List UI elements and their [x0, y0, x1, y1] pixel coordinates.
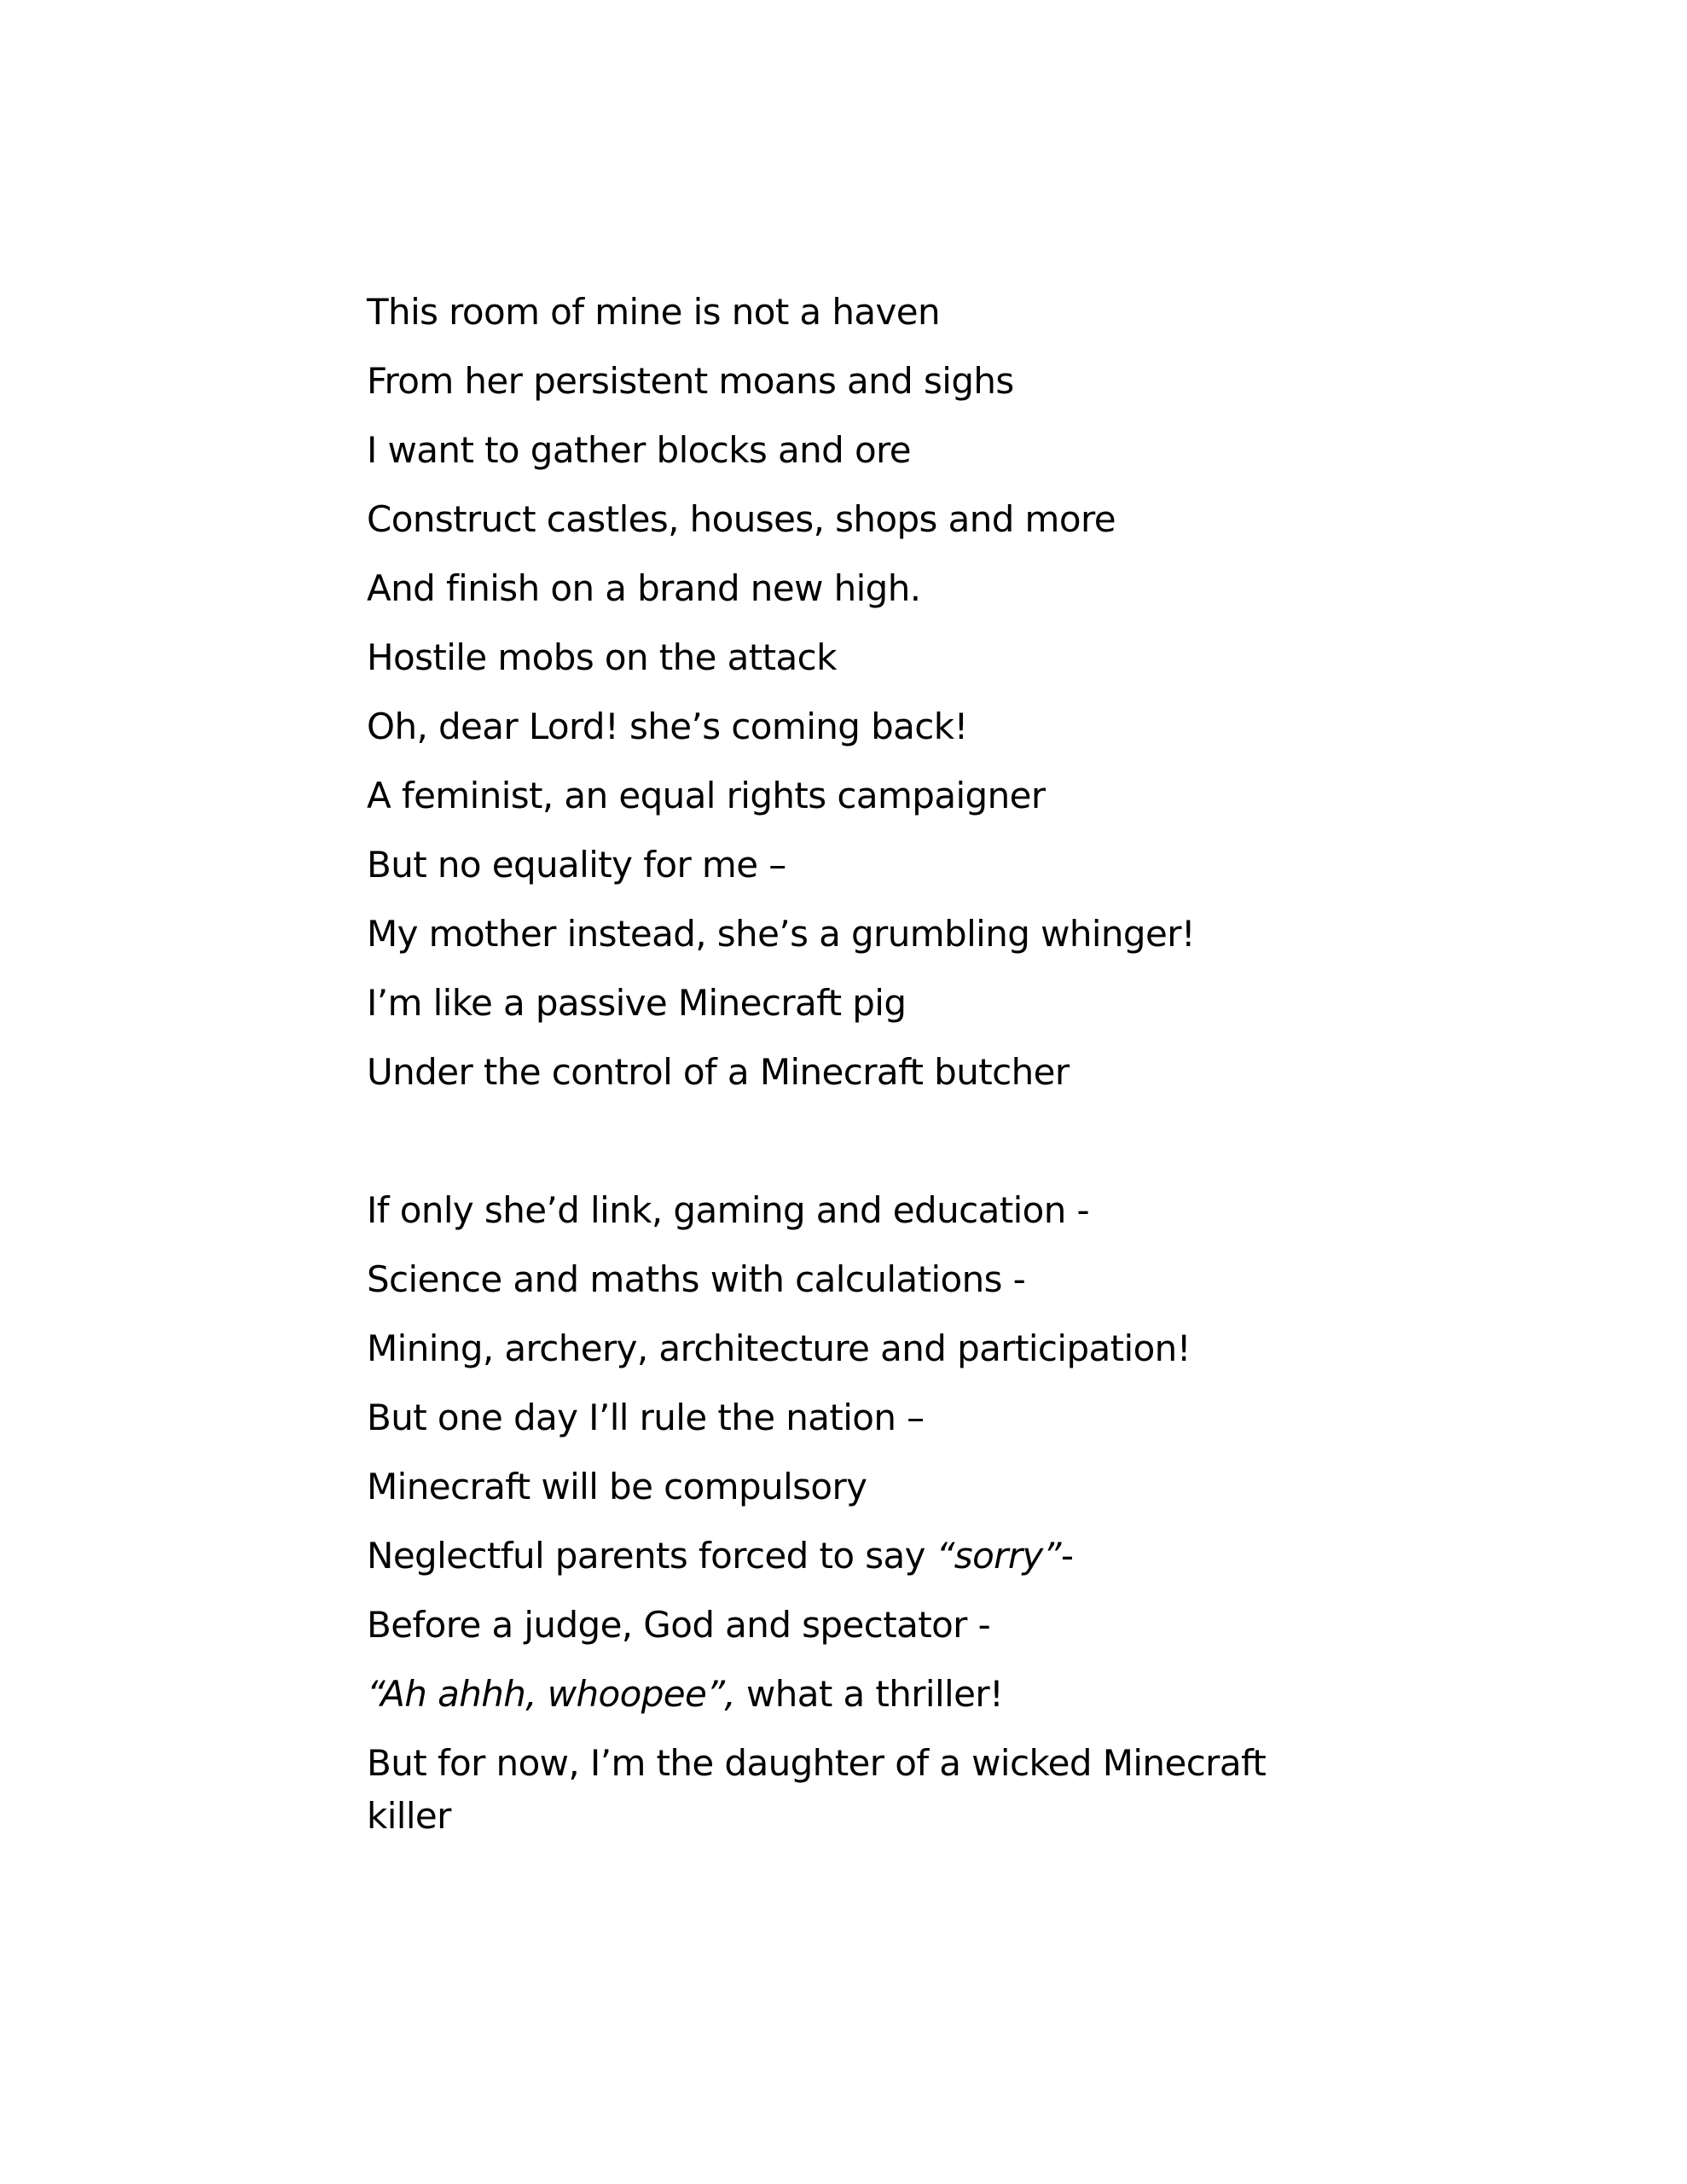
poem-line: From her persistent moans and sighs: [367, 360, 1014, 402]
poem-line: And finish on a brand new high.: [367, 567, 921, 609]
poem-line: Construct castles, houses, shops and more: [367, 498, 1116, 540]
line-segment: what a thriller!: [735, 1673, 1004, 1715]
poem-line: This room of mine is not a haven: [367, 291, 940, 333]
poem-line: I’m like a passive Minecraft pig: [367, 982, 907, 1024]
poem-line: Oh, dear Lord! she’s coming back!: [367, 706, 968, 747]
poem-line: Minecraft will be compulsory: [367, 1466, 867, 1507]
line-segment: -: [1060, 1535, 1074, 1577]
poem-line: A feminist, an equal rights campaigner: [367, 775, 1046, 816]
poem-line-mixed: [367, 1659, 1339, 1728]
poem-line: Mining, archery, architecture and participation!: [367, 1327, 1191, 1369]
poem-body: [367, 277, 1339, 1843]
poem-line: Under the control of a Minecraft butcher: [367, 1051, 1070, 1093]
line-segment: Neglectful parents forced to say: [367, 1535, 936, 1577]
poem-line: If only she’d link, gaming and education -: [367, 1189, 1090, 1231]
poem-line: Hostile mobs on the attack: [367, 636, 837, 678]
poem-line: My mother instead, she’s a grumbling whinger!: [367, 913, 1196, 955]
poem-line-mixed: [367, 1521, 1339, 1590]
line-segment-italic: “Ah ahhh, whoopee”,: [367, 1673, 736, 1715]
poem-line: But for now, I’m the daughter of a wicked Minecraft killer: [367, 1742, 1267, 1837]
poem-line: I want to gather blocks and ore: [367, 429, 912, 471]
poem-line: Before a judge, God and spectator -: [367, 1604, 991, 1646]
stanza-1: [367, 277, 1339, 1107]
poem-line: But no equality for me –: [367, 844, 786, 886]
poem-line: But one day I’ll rule the nation –: [367, 1397, 925, 1438]
poem-line: Science and maths with calculations -: [367, 1258, 1026, 1300]
stanza-2: [367, 1176, 1339, 1843]
line-segment-italic: “sorry”: [936, 1535, 1061, 1577]
